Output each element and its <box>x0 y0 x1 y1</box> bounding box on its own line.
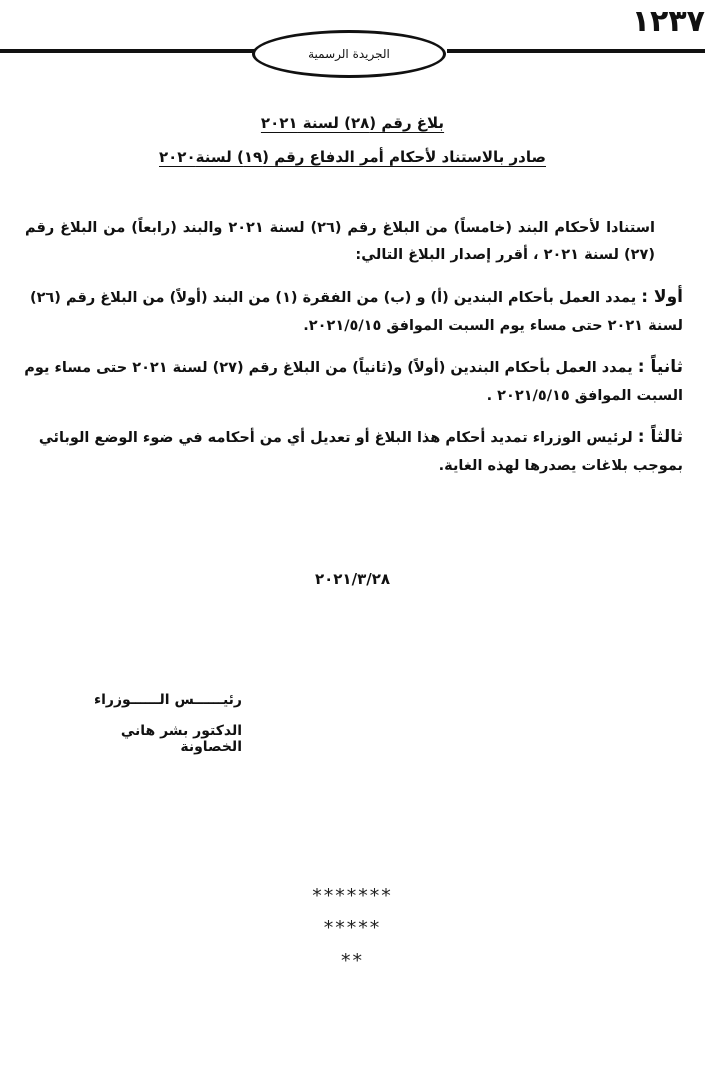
clause-label: أولا : <box>641 287 683 307</box>
page-number: ١٢٣٧ <box>631 4 705 39</box>
issue-date: ٢٠٢١/٣/٢٨ <box>314 570 391 588</box>
separator-stars: ******* <box>312 885 393 907</box>
signatory-name: الدكتور بشر هاني الخصاونة <box>120 723 242 755</box>
header-rule-left <box>0 49 255 53</box>
clause-text: لرئيس الوزراء تمديد أحكام هذا البلاغ أو تعديل أي من أحكامه في ضوء الوضع الوبائي بموجب بلاغات يصدرها لهذه الغاية. <box>38 430 683 474</box>
document-title: بلاغ رقم (٢٨) لسنة ٢٠٢١ <box>260 114 445 132</box>
clause-third <box>23 423 683 480</box>
signatory-title: رئيــــــس الــــــوزراء <box>93 692 242 708</box>
clause-first <box>23 283 683 340</box>
separator-stars: ***** <box>323 917 382 939</box>
intro-paragraph: استنادا لأحكام البند (خامساً) من البلاغ رقم (٢٦) لسنة ٢٠٢١ والبند (رابعاً) من البلاغ رقم (٢٧) لسنة ٢٠٢١ ، أقرر إصدار البلاغ التالي: <box>25 220 655 263</box>
document-subtitle: صادر بالاستناد لأحكام أمر الدفاع رقم (١٩) لسنة٢٠٢٠ <box>159 148 546 166</box>
gazette-name: الجريدة الرسمية <box>308 47 390 61</box>
clause-second <box>23 353 683 410</box>
clause-label: ثانياً : <box>637 357 683 377</box>
clause-text: يمدد العمل بأحكام البندين (أ) و (ب) من الفقرة (١) من البند (أولاً) من البلاغ رقم (٢٦) لسنة ٢٠٢١ حتى مساء يوم السبت الموافق ٢٠٢١/٥/١٥. <box>29 290 683 334</box>
clause-text: يمدد العمل بأحكام البندين (أولاً) و(ثانياً) من البلاغ رقم (٢٧) لسنة ٢٠٢١ حتى مساء يوم السبت الموافق ٢٠٢١/٥/١٥ . <box>24 360 683 404</box>
gazette-oval <box>252 30 446 78</box>
separator-stars: ** <box>341 950 364 972</box>
clause-label: ثالثاً : <box>637 427 683 447</box>
header-rule-right <box>447 49 705 53</box>
